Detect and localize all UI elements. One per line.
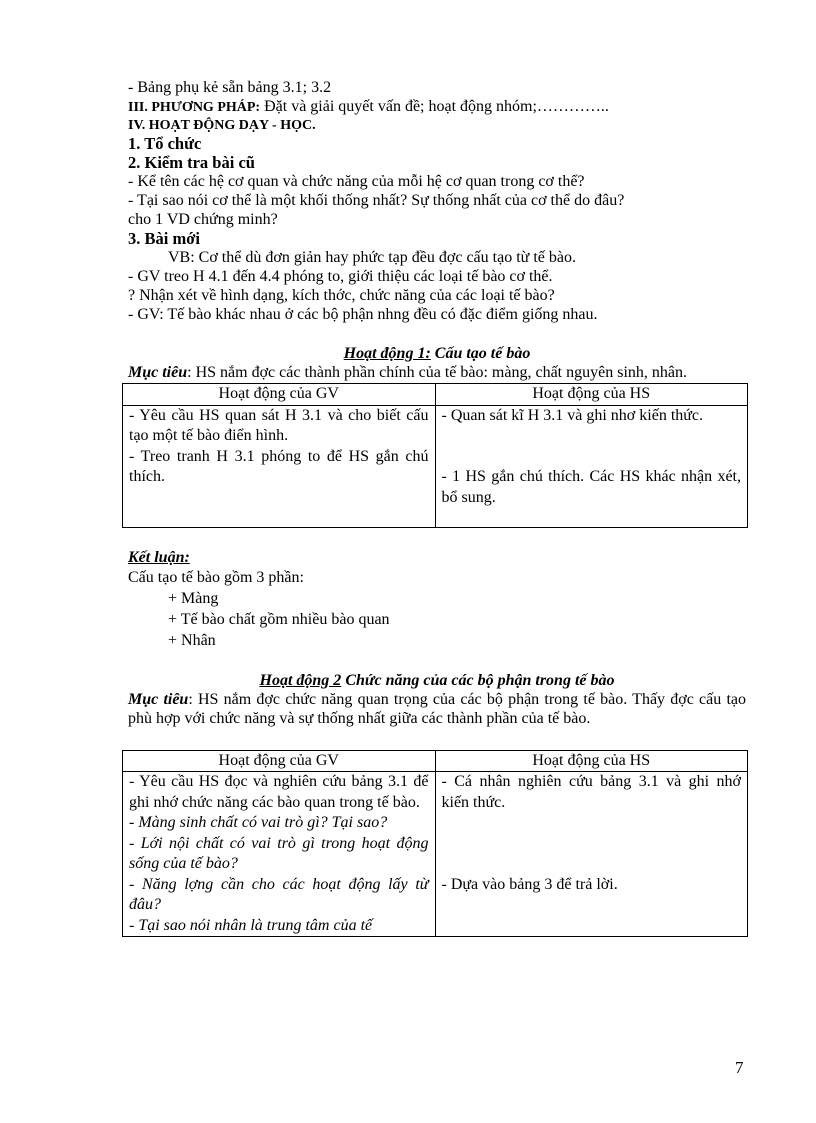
activity-1-table (122, 383, 748, 528)
heading-new-lesson: 3. Bài mới (128, 229, 200, 248)
method-line (128, 97, 746, 117)
conclusion-intro: Cấu tạo tế bào gồm 3 phần: (128, 568, 304, 586)
table-header-hs: Hoạt động của HS (435, 750, 748, 772)
conclusion-item: + Tế bào chất gồm nhiều bào quan (168, 610, 390, 628)
materials-line: - Bảng phụ kẻ sẵn bảng 3.1; 3.2 (128, 79, 332, 96)
activity-2-label: Hoạt động 2 (259, 671, 342, 689)
check-question-2: - Tại sao nói cơ thể là một khối thống nhất? Sự thống nhất của cơ thể do đâu? (128, 192, 625, 209)
gv-cell (123, 772, 436, 937)
conclusion-item: + Màng (168, 589, 219, 607)
gv-question: - Màng sinh chất có vai trò gì? Tại sao? (129, 814, 388, 831)
heading-organization: 1. Tổ chức (128, 134, 202, 153)
hs-cell (435, 772, 748, 937)
new-lesson-line-3: ? Nhận xét về hình dạng, kích thớc, chức năng của các loại tế bào? (128, 287, 555, 304)
table-header-gv: Hoạt động của GV (123, 750, 436, 772)
hs-cell (435, 405, 748, 527)
hs-item: - Cá nhân nghiên cứu bảng 3.1 và ghi nhớ kiến thức. (441, 773, 741, 811)
document-page (128, 76, 746, 937)
new-lesson-line-4: - GV: Tế bào khác nhau ở các bộ phận nhng đều có đặc điểm giống nhau. (128, 306, 598, 323)
activity-1-label: Hoạt động 1: (343, 345, 431, 362)
table-header-gv: Hoạt động của GV (123, 384, 436, 406)
activity-2-name: Chức năng của các bộ phận trong tế bào (341, 671, 615, 689)
method-label: III. PHƯƠNG PHÁP: (128, 100, 261, 115)
activity-1-objective (128, 363, 746, 382)
method-text: Đặt và giải quyết vấn đề; hoạt động nhóm;………….. (260, 98, 609, 115)
section-iv-heading: IV. HOẠT ĐỘNG DẠY - HỌC. (128, 118, 316, 133)
table-row (123, 405, 748, 527)
objective-label: Mục tiêu (128, 690, 189, 708)
activity-2-table (122, 750, 748, 938)
gv-question: - Tại sao nói nhân là trung tâm của tế (129, 916, 373, 934)
table-row (123, 772, 748, 937)
conclusion-label-text: Kết luận: (128, 548, 190, 566)
gv-item: - Yêu cầu HS quan sát H 3.1 và cho biết cấu tạo một tế bào điển hình. (129, 406, 429, 444)
hs-item: - Dựa vào bảng 3 để trả lời. (441, 876, 618, 893)
objective-label: Mục tiêu (128, 364, 188, 381)
objective-text: : HS nắm đợc chức năng quan trọng của các bộ phận trong tế bào. Thấy đợc cấu tạo phù hợp với chức năng và sự thống nhất giữa các thành phần của tế bào. (128, 690, 746, 727)
gv-item: - Treo tranh H 3.1 phóng to để HS gắn chú thích. (129, 447, 429, 485)
activity-1-name: Cấu tạo tế bào (430, 345, 531, 362)
hs-item: - Quan sát kĩ H 3.1 và ghi nhơ kiến thức. (441, 406, 704, 424)
activity-1-title (128, 344, 746, 363)
objective-text: : HS nắm đợc các thành phần chính của tế bào: màng, chất nguyên sinh, nhân. (187, 364, 687, 381)
new-lesson-line-2: - GV treo H 4.1 đến 4.4 phóng to, giới thiệu các loại tế bào cơ thể. (128, 268, 553, 285)
heading-old-lesson-check: 2. Kiểm tra bài cũ (128, 153, 255, 172)
new-lesson-line-1: VB: Cơ thể dù đơn giản hay phức tạp đều đợc cấu tạo từ tế bào. (168, 249, 576, 266)
activity-2-objective (128, 690, 746, 728)
check-question-1: - Kể tên các hệ cơ quan và chức năng của mỗi hệ cơ quan trong cơ thể? (128, 173, 585, 190)
gv-question: - Năng lợng cần cho các hoạt động lấy từ đâu? (129, 875, 429, 913)
table-header-row (123, 750, 748, 772)
table-header-row (123, 384, 748, 406)
hs-item: - 1 HS gắn chú thích. Các HS khác nhận xét, bổ sung. (441, 468, 741, 506)
gv-cell (123, 405, 436, 527)
check-question-3: cho 1 VD chứng minh? (128, 211, 278, 228)
gv-question: - Lới nội chất có vai trò gì trong hoạt động sống của tế bào? (129, 834, 429, 872)
table-header-hs: Hoạt động của HS (435, 384, 748, 406)
conclusion-item: + Nhân (168, 631, 216, 649)
activity-2-title (128, 671, 746, 690)
page-number: 7 (735, 1058, 744, 1077)
gv-item: - Yêu cầu HS đọc và nghiên cứu bảng 3.1 để ghi nhớ chức năng các bào quan trong tế bào. (129, 773, 429, 811)
conclusion-label (128, 548, 746, 567)
